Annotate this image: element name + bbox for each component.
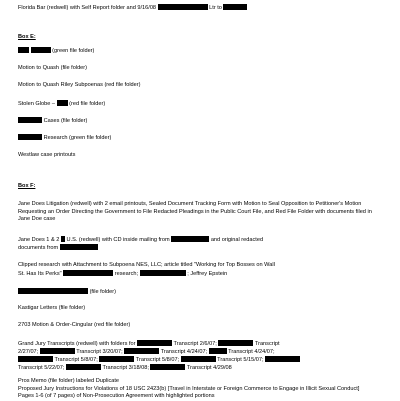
box-f-item-cont: Transcript 5/22/07; Transcript 3/18/08; Transcript 4/29/08 [18, 365, 232, 371]
redaction [40, 348, 75, 354]
box-e-item: Stolen Globe – (red file folder) [18, 101, 106, 107]
box-f-item-cont: Transcript 5/8/07; Transcript 5/8/07; Transcript 5/15/07; [18, 356, 382, 365]
box-e-item: Motion to Quash Riley Subpoenas (red file folder) [18, 82, 141, 88]
box-f-item-cont: 2/27/07; Transcript 3/20/07; Transcript 4/24/07; Transcript 4/24/07; [18, 349, 275, 355]
redaction [265, 356, 300, 362]
redaction [171, 236, 209, 242]
box-e-item: Motion to Quash (file folder) [18, 65, 88, 71]
box-f-item: Jane Does 1 & 2 U.S. (redwell) with CD inside mailing from and original redacted [18, 237, 264, 243]
box-e-item: Westlaw case printouts [18, 152, 76, 158]
box-f-item: Jane Does Litigation (redwell) with 2 email printouts, Sealed Document Tracking Form with Motion to Seal Opposition to Petitioner's Motion Requesting an Order Directing the Government to File Redacted Pleadings in the Public Court File, and Red File Folder with documents filed in Jane Doe case [18, 201, 372, 223]
redaction [99, 356, 134, 362]
redaction [60, 244, 98, 250]
redaction [18, 288, 88, 294]
redaction [124, 348, 159, 354]
box-e-heading: Box E: [18, 34, 36, 40]
box-f-heading: Box F: [18, 183, 36, 189]
box-f-item: Pages 1-6 (of 7 pages) of Non-Prosecution Agreement with highlighted portions [18, 393, 215, 399]
redaction [137, 340, 172, 346]
redaction [57, 100, 68, 106]
box-f-item: Grand Jury Transcripts (redwell) with folders for Transcript 2/6/07; Transcript [18, 341, 280, 347]
redaction [223, 4, 247, 10]
redaction [18, 134, 42, 140]
redaction [181, 356, 216, 362]
redaction [61, 236, 65, 242]
box-f-item: Pros Memo (file folder) labeled Duplicate [18, 378, 120, 384]
redaction [158, 4, 208, 10]
redaction [66, 364, 101, 370]
redaction [31, 47, 51, 53]
box-e-item: Research (green file folder) [18, 134, 382, 143]
florida-bar-line: Florida Bar (redwell) with Self Report folder and 9/16/08 Ltr to [18, 4, 382, 13]
redaction [18, 117, 42, 123]
box-f-item: 2703 Motion & Order-Cingular (red file folder) [18, 322, 131, 328]
box-f-item-cont: St. Has Its Perks" research; ; Jeffrey Epstein [18, 271, 228, 277]
box-f-item-cont: documents from [18, 244, 382, 253]
box-e-item: (green file folder) [18, 47, 382, 56]
box-f-item: Proposed Jury Instructions for Violations of 18 USC 2423(b) [Travel in Interstate or Foreign Commerce to Engage in Illicit Sexual Conduct] [18, 386, 360, 392]
redaction [63, 270, 113, 276]
box-f-item: Clipped research with Attachment to Subpoena NES, LLC; article titled "Working for Top Bosses on Wall [18, 262, 275, 268]
redaction [209, 348, 227, 354]
box-f-item: (file folder) [18, 288, 382, 297]
redaction [150, 364, 185, 370]
box-f-item: Kastigar Letters (file folder) [18, 305, 86, 311]
redaction [18, 356, 53, 362]
redaction [18, 47, 29, 53]
redaction [140, 270, 186, 276]
redaction [218, 340, 253, 346]
box-e-item: Cases (file folder) [18, 117, 382, 126]
